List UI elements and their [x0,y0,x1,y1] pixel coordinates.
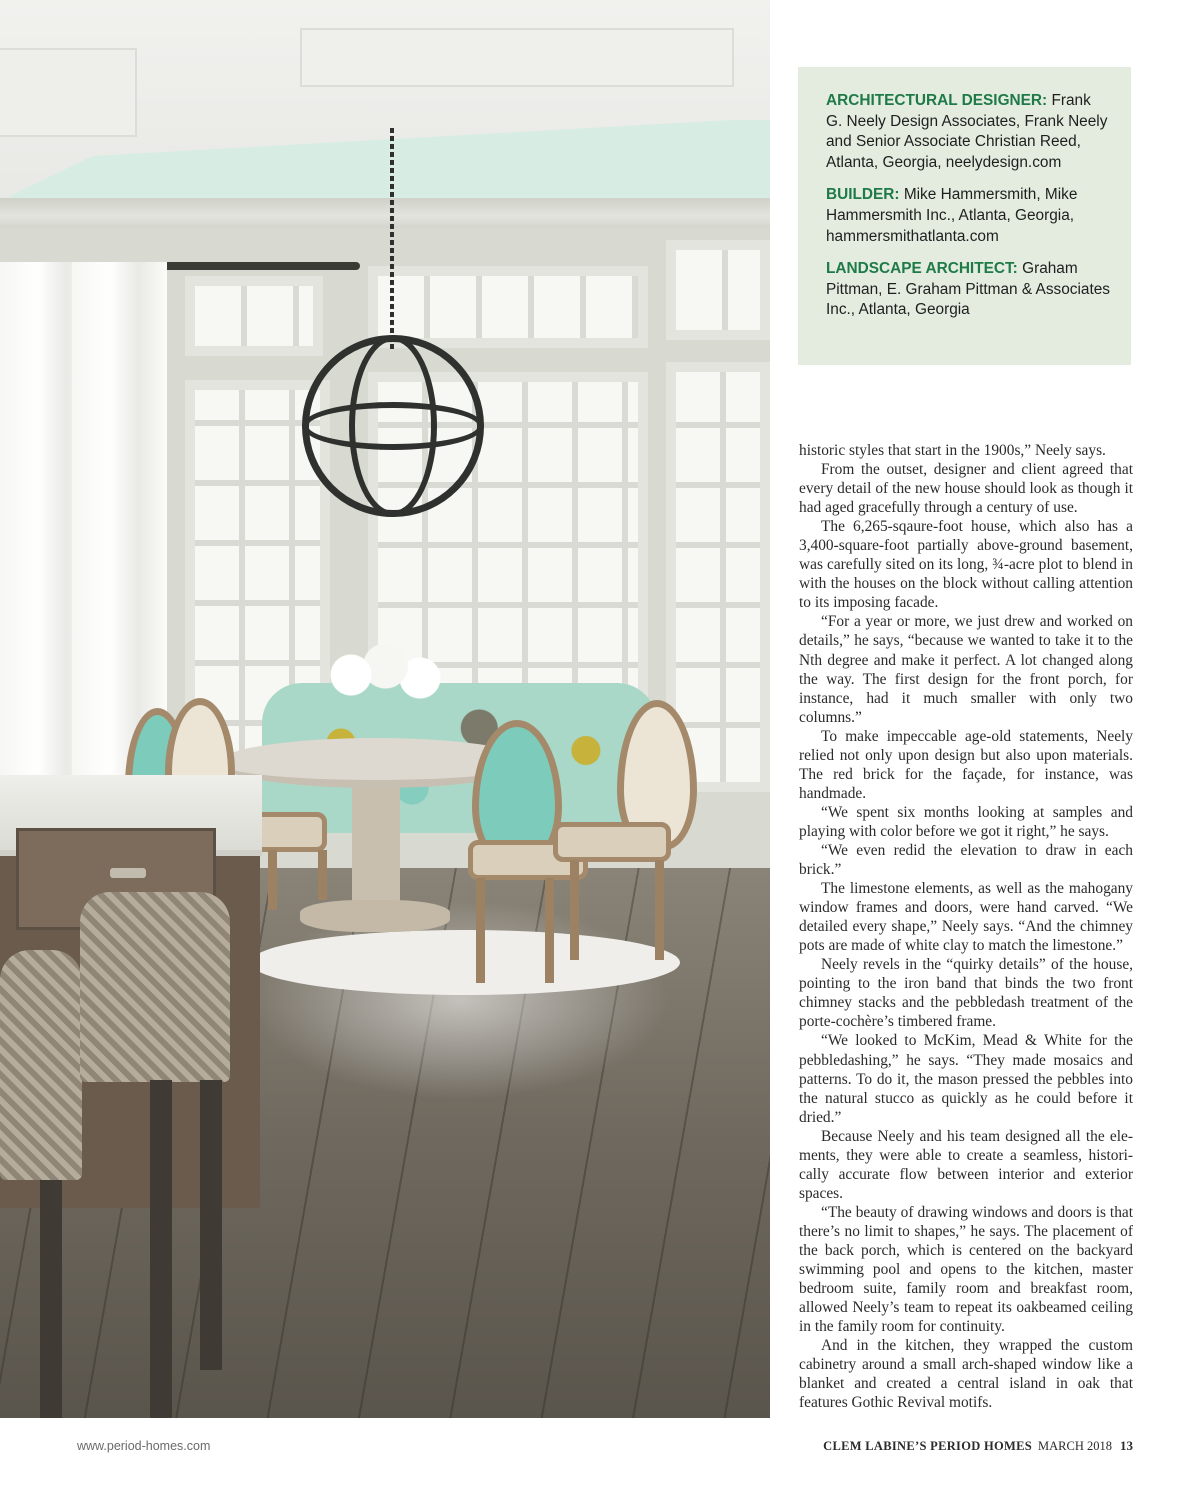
wicker-stool [80,892,230,1082]
credit-label: BUILDER: [826,186,900,204]
stool-leg [40,1180,62,1418]
article-paragraph: “We spent six months looking at samples and playing with color before we got it right,” he says. [799,803,1133,840]
hide-rug [250,930,680,995]
credit-builder [826,185,1111,247]
article-column [799,441,1133,1412]
article-paragraph: “The beauty of drawing windows and doors is that there’s no limit to shapes,” he says. The placement of the back porch, which is centered on the backyard swimming pool and opens to the kitchen, master bedroom suite, family room and breakfast room, allowed Neely’s team to repeat its oakbeamed ceiling in the family room for continuity. [799,1203,1133,1336]
stool-leg [150,1080,172,1418]
orb-chandelier [302,335,484,517]
article-paragraph: From the outset, designer and client agreed that every detail of the new house should look as though it had aged gracefully through a century of use. [799,461,1133,517]
chair-leg [476,878,485,983]
credit-landscape [826,259,1111,321]
transom-window [666,240,770,340]
crown-molding [0,198,770,228]
ceiling-panel [300,28,734,87]
article-paragraph: historic styles that start in the 1900s,” Neely says. [799,442,1106,459]
article-paragraph: Neely revels in the “quirky details” of the house, pointing to the iron band that binds the two front chimney stacks and the pebbledash treatment of the porte-cochère’s timbered frame. [799,956,1133,1031]
chair-leg [318,850,327,900]
article-paragraph: “We looked to McKim, Mead & White for the pebbledashing,” he says. “They made mosaics and patterns. To do it, the mason pressed the pebbles into the natural stucco as quickly as he could before it dried.” [799,1032,1133,1126]
footer-website: www.period-homes.com [77,1439,211,1453]
transom-window [185,276,323,356]
credit-text: Graham Pittman, E. Graham Pittman & Associates Inc., Atlanta, Georgia [826,260,1110,319]
article-paragraph: “We even redid the elevation to draw in each brick.” [799,841,1133,879]
page-number: 13 [1120,1438,1133,1453]
footer-folio [823,1438,1133,1454]
chair-seat [553,822,671,862]
article-paragraph: The limestone elements, as well as the mahogany window frames and doors, were hand carved. “We detailed every shape,” Neely says. “And the chimney pots are made of white clay to match the limestone.” [799,880,1133,955]
footer-magazine: CLEM LABINE’S PERIOD HOMES [823,1439,1033,1453]
drawer-handle [110,868,146,878]
article-paragraph: And in the kitchen, they wrapped the custom cabinetry around a small arch-shaped window like a blanket and created a central island in oak that features Gothic Revival motifs. [799,1337,1133,1412]
chair-leg [268,850,277,910]
chair-leg [570,860,579,960]
article-paragraph: “For a year or more, we just drew and worked on details,” he says, “because we wanted to take it to the Nth degree and make it perfect. A lot changed along the way. The first design for the front porch, for instance, had it much smaller with only two columns.” [799,613,1133,726]
credit-text: Frank G. Neely Design Associates, Frank Neely and Senior Associate Christian Reed, Atlanta, Georgia, neelydesign.com [826,92,1108,171]
article-paragraph: The 6,265-sqaure-foot house, which also has a 3,400-square-foot partially above-ground basement, was carefully sited on its long, ¾-acre plot to blend in with the houses on the block without calling attention to its imposing facade. [799,518,1133,612]
table-pedestal [352,780,400,920]
credit-architect [826,91,1111,173]
credits-box [798,67,1131,365]
credit-label: ARCHITECTURAL DESIGNER: [826,92,1048,109]
wicker-stool [0,950,82,1180]
footer-issue: MARCH 2018 [1038,1439,1112,1453]
credit-label: LANDSCAPE ARCHITECT: [826,260,1018,278]
article-paragraph: To make impeccable age-old statements, Neely relied not only upon design but also upon materials. The red brick for the façade, for instance, was handmade. [799,727,1133,802]
chair-leg [655,860,664,960]
credit-text: Mike Hammersmith, Mike Hammersmith Inc., Atlanta, Georgia, hammersmithatlanta.com [826,186,1078,245]
article-paragraph: Because Neely and his team designed all the elements, they were able to create a seamless, historically accurate flow between interior and exterior spaces. [799,1127,1133,1202]
ceiling-panel [0,48,137,137]
chandelier-chain [390,128,394,350]
chair-leg [545,878,554,983]
hydrangea-bouquet [328,645,443,705]
table-base [300,900,450,932]
stool-leg [200,1080,222,1370]
